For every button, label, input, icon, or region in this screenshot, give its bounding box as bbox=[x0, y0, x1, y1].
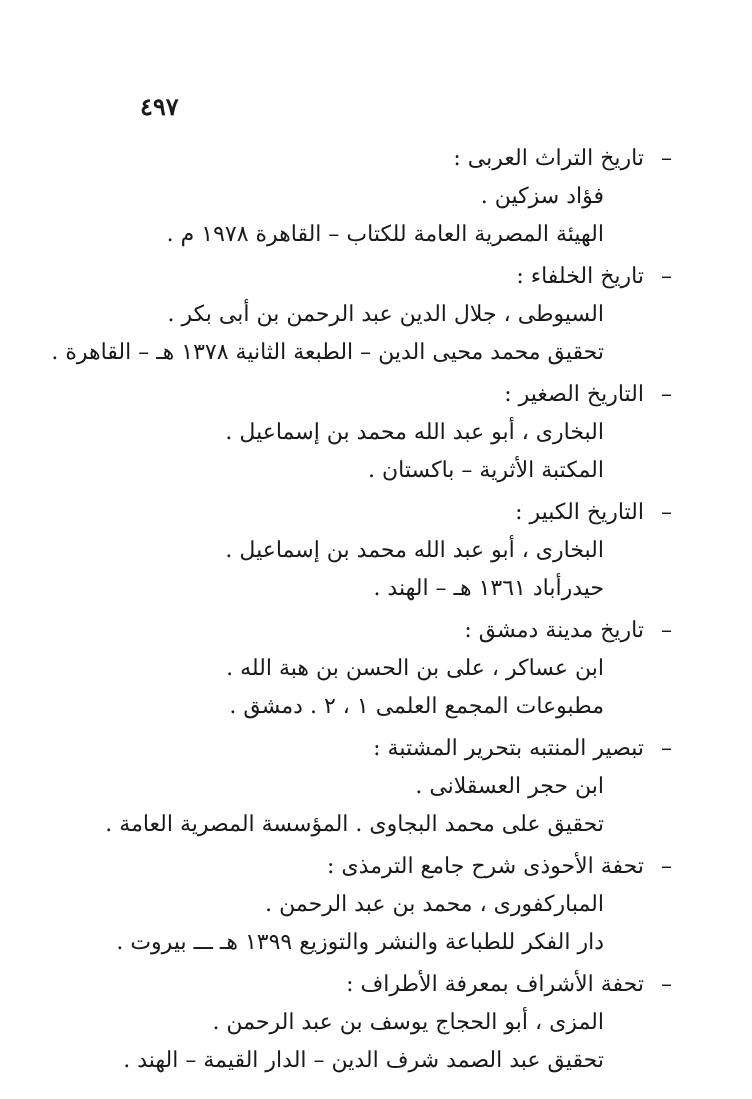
entry-title-row bbox=[52, 494, 672, 532]
entry-publisher-line: دار الفكر للطباعة والنشر والتوزيع ١٣٩٩ هـ ـــ بيروت . bbox=[116, 930, 604, 955]
bibliography-entry bbox=[52, 848, 672, 962]
entry-publisher-line: تحقيق على محمد البجاوى . المؤسسة المصرية العامة . bbox=[105, 812, 604, 837]
entry-dash: – bbox=[661, 146, 672, 171]
entry-dash: – bbox=[661, 854, 672, 879]
entry-dash: – bbox=[661, 264, 672, 289]
bibliography-entry bbox=[52, 612, 672, 726]
entry-publisher-line: تحقيق محمد محيى الدين – الطبعة الثانية ١٣٧٨ هـ – القاهرة . bbox=[51, 340, 604, 365]
entry-publisher-line: تحقيق عبد الصمد شرف الدين – الدار القيمة – الهند . bbox=[123, 1048, 604, 1073]
entry-title-row bbox=[52, 966, 672, 1004]
bibliography-entry bbox=[52, 258, 672, 372]
entry-publisher-line: حيدرأباد ١٣٦١ هـ – الهند . bbox=[373, 576, 604, 601]
entry-author-line: البخارى ، أبو عبد الله محمد بن إسماعيل . bbox=[225, 538, 604, 563]
entry-dash: – bbox=[661, 618, 672, 643]
entry-publisher-line: الهيئة المصرية العامة للكتاب – القاهرة ١٩٧٨ م . bbox=[166, 222, 604, 247]
entry-title: تبصير المنتبه بتحرير المشتبة : bbox=[373, 736, 644, 761]
entry-title: تحفة الأشراف بمعرفة الأطراف : bbox=[346, 972, 644, 997]
bibliography-entry bbox=[52, 494, 672, 608]
entry-publisher-line: المكتبة الأثرية – باكستان . bbox=[368, 458, 604, 483]
entry-title-row bbox=[52, 730, 672, 768]
page-number: ٤٩٧ bbox=[140, 92, 179, 121]
entry-author-line: المباركفورى ، محمد بن عبد الرحمن . bbox=[265, 892, 604, 917]
entry-dash: – bbox=[661, 736, 672, 761]
entry-publisher-line: مطبوعات المجمع العلمى ١ ، ٢ . دمشق . bbox=[229, 694, 604, 719]
entry-title-row bbox=[52, 140, 672, 178]
entry-title-row bbox=[52, 848, 672, 886]
entry-author-line: البخارى ، أبو عبد الله محمد بن إسماعيل . bbox=[225, 420, 604, 445]
entry-title: تحفة الأحوذى شرح جامع الترمذى : bbox=[327, 854, 644, 879]
entry-dash: – bbox=[661, 500, 672, 525]
entry-author-line: السيوطى ، جلال الدين عبد الرحمن بن أبى بكر . bbox=[167, 302, 604, 327]
bibliography-entry bbox=[52, 140, 672, 254]
bibliography-entry bbox=[52, 966, 672, 1080]
entry-title: تاريخ التراث العربى : bbox=[453, 146, 644, 171]
entry-title: تاريخ الخلفاء : bbox=[516, 264, 644, 289]
entry-author-line: ابن عساكر ، على بن الحسن بن هبة الله . bbox=[226, 656, 604, 681]
bibliography-entry bbox=[52, 376, 672, 490]
entry-title: تاريخ مدينة دمشق : bbox=[464, 618, 644, 643]
entry-title-row bbox=[52, 376, 672, 414]
entry-title-row bbox=[52, 258, 672, 296]
entry-author-line: المزى ، أبو الحجاج يوسف بن عبد الرحمن . bbox=[212, 1010, 604, 1035]
bibliography-entry bbox=[52, 730, 672, 844]
entry-dash: – bbox=[661, 972, 672, 997]
entry-title: التاريخ الكبير : bbox=[515, 500, 644, 525]
entry-author-line: ابن حجر العسقلانى . bbox=[415, 774, 604, 799]
entry-author-line: فؤاد سزكين . bbox=[480, 184, 604, 209]
entry-title-row bbox=[52, 612, 672, 650]
entry-dash: – bbox=[661, 382, 672, 407]
entry-title: التاريخ الصغير : bbox=[504, 382, 644, 407]
bibliography-list bbox=[52, 140, 672, 1084]
